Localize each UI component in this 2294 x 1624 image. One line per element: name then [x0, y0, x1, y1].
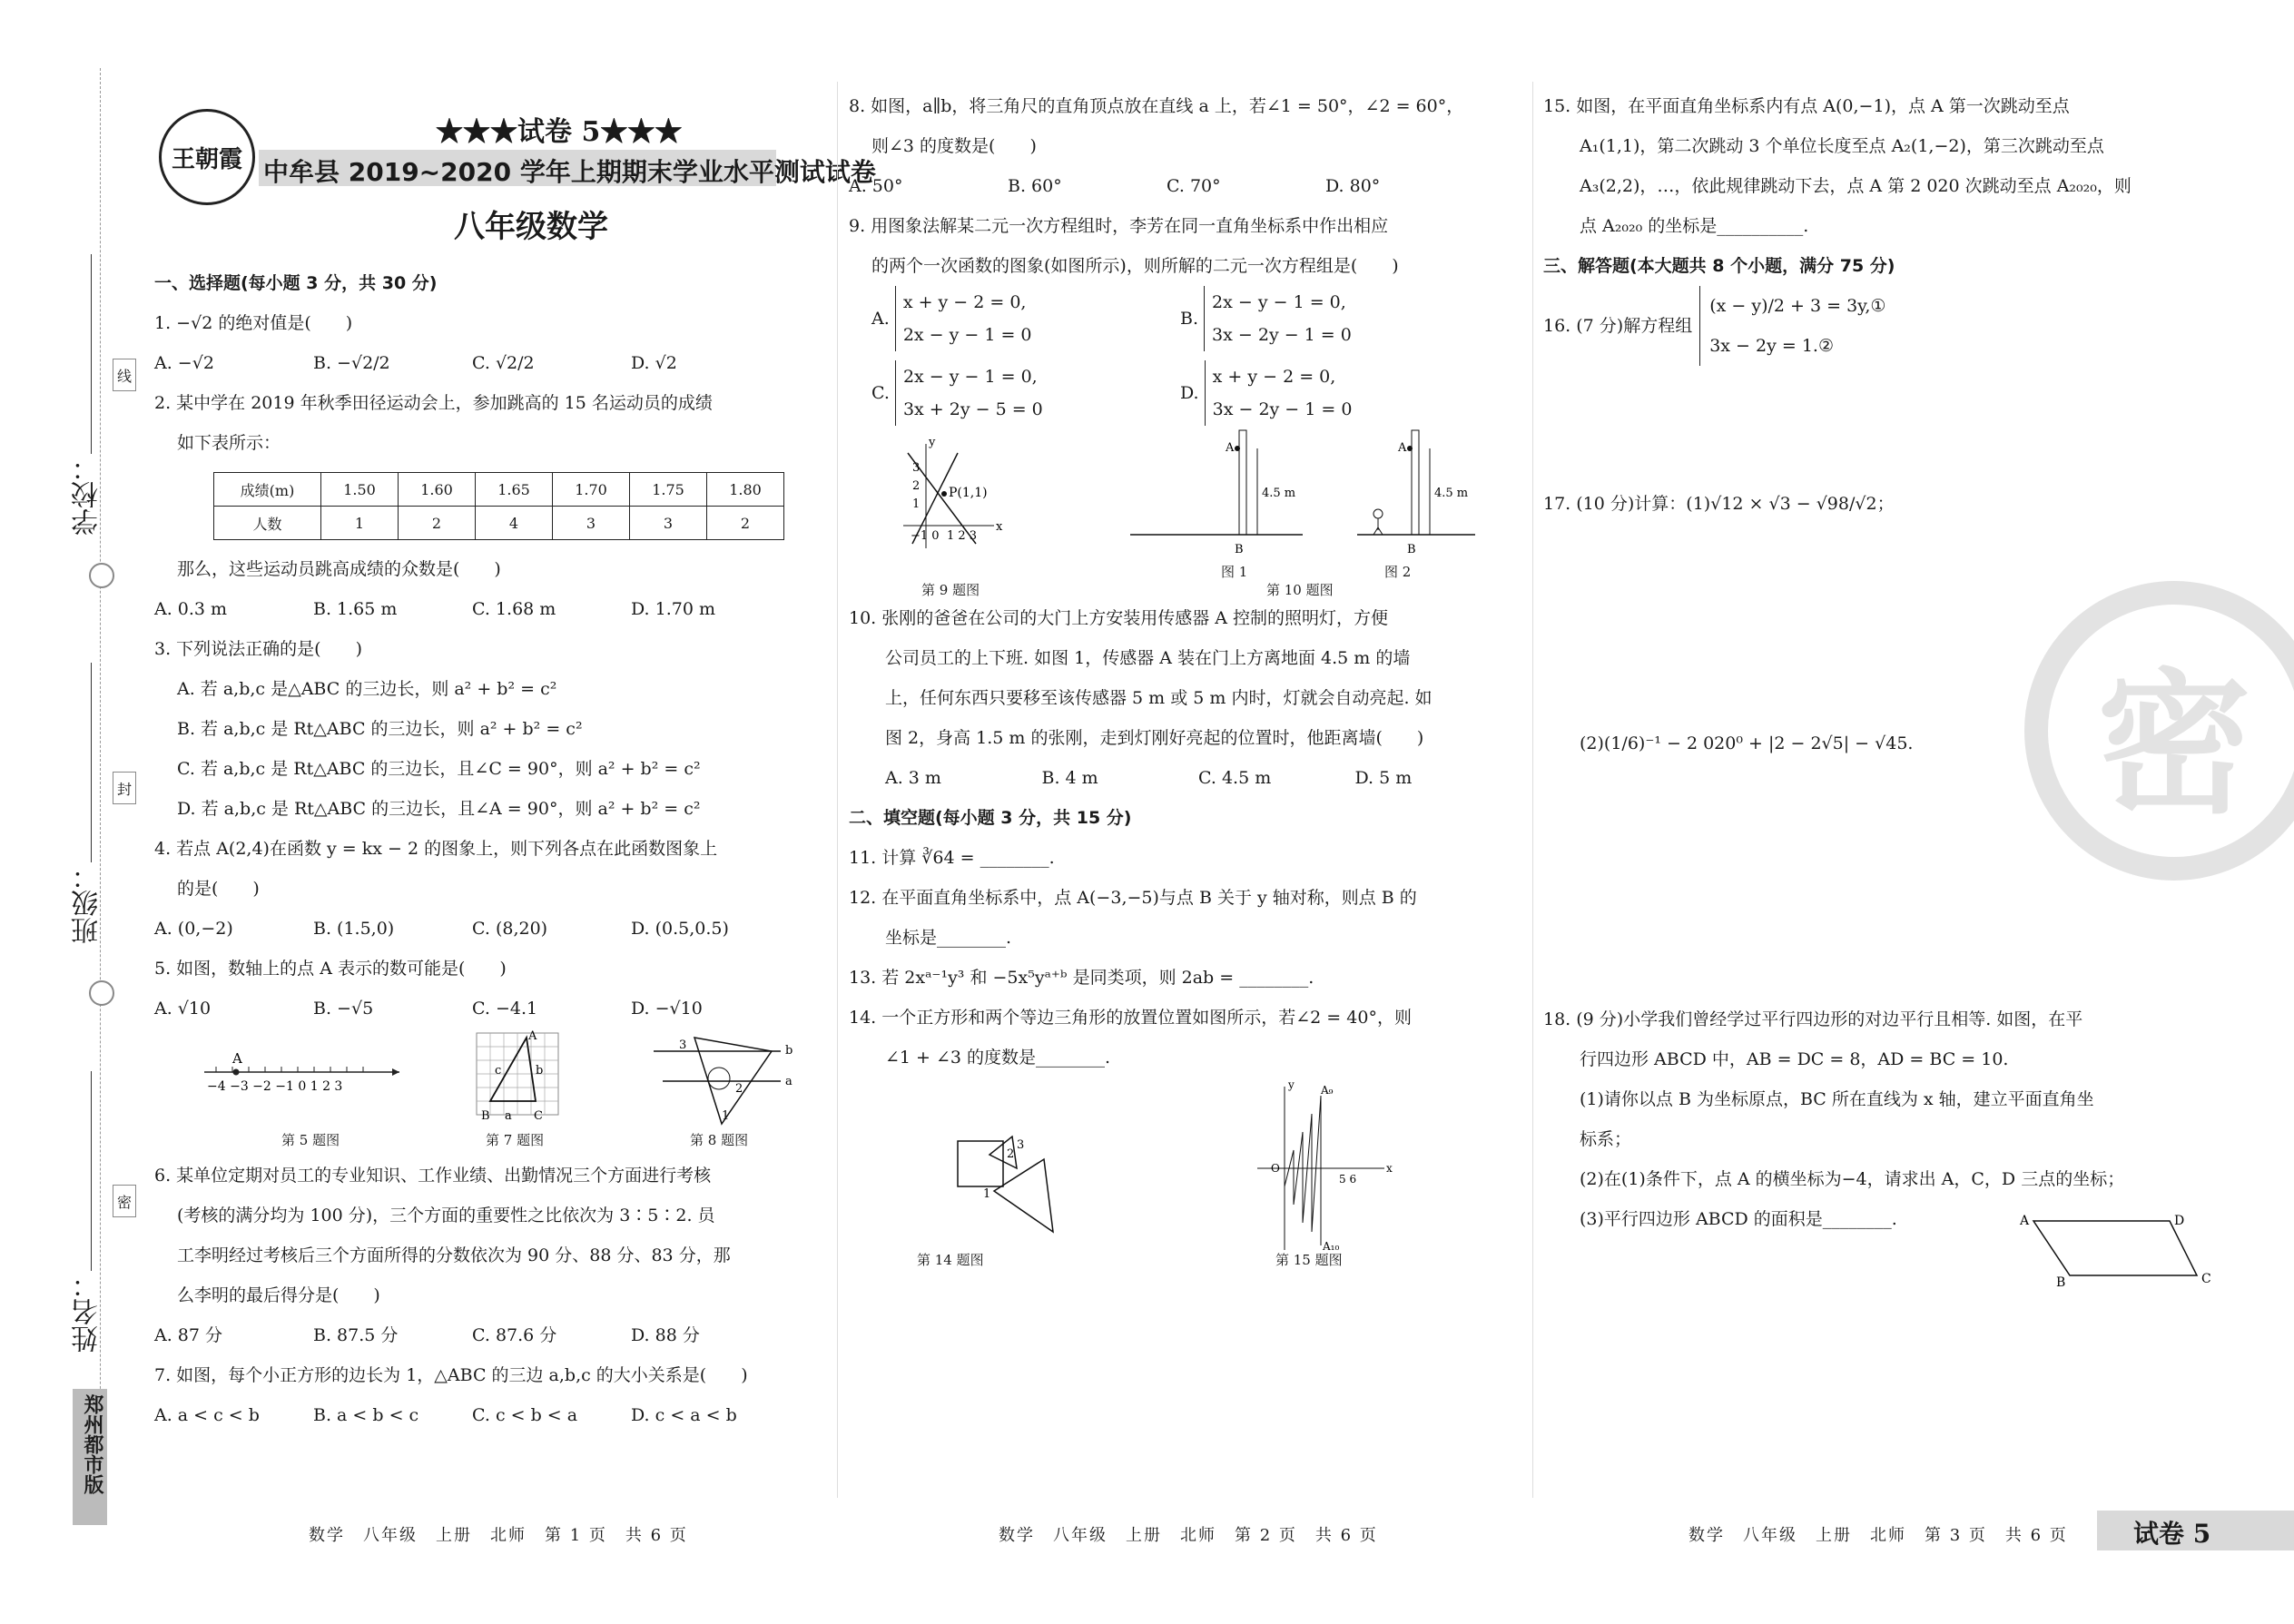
table-cell: 1.65 — [476, 473, 553, 507]
equation: 2x − y − 1 = 0, — [902, 367, 1038, 387]
class-label: 班级： — [72, 862, 103, 944]
svg-text:A₉: A₉ — [1321, 1084, 1334, 1097]
option[interactable]: C. 4.5 m — [1198, 768, 1272, 788]
equation: 2x − y − 1 = 0 — [902, 325, 1032, 345]
school-label: 学校： — [72, 454, 103, 536]
question-12: 12. 在平面直角坐标系中，点 A(−3,−5)与点 B 关于 y 轴对称，则点 B 的 — [849, 888, 1417, 908]
svg-text:B: B — [2056, 1275, 2066, 1290]
equation: 3x − 2y − 1 = 0 — [1212, 399, 1353, 419]
equation: 3x + 2y − 5 = 0 — [902, 399, 1043, 419]
option[interactable]: B. 2x − y − 1 = 0, 3x − 2y − 1 = 0 — [1180, 286, 1489, 351]
question-10: 10. 张刚的爸爸在公司的大门上方安装用传感器 A 控制的照明灯，方便 — [849, 608, 1389, 628]
option[interactable]: A. 87 分 — [154, 1325, 223, 1345]
figures-14-15 — [849, 1078, 1511, 1277]
svg-text:3: 3 — [912, 461, 921, 475]
question-10-cont: 公司员工的上下班. 如图 1，传感器 A 装在门上方离地面 4.5 m 的墙 — [885, 648, 1411, 668]
question-11[interactable]: 11. 计算 ∛64 = ________. — [849, 848, 1055, 868]
question-8: 8. 如图，a∥b，将三角尺的直角顶点放在直线 a 上，若∠1 = 50°，∠2 = 60°， — [849, 96, 1464, 116]
figures-5-7-8 — [154, 1029, 826, 1156]
option[interactable]: A. −√2 — [154, 353, 214, 373]
section-fill: 二、填空题(每小题 3 分，共 15 分) — [849, 808, 1132, 828]
question-18-part3[interactable]: (3)平行四边形 ABCD 的面积是________. — [1580, 1209, 1897, 1229]
caption-8: 第 8 题图 — [690, 1132, 749, 1148]
question-6: 6. 某单位定期对员工的专业知识、工作业绩、出勤情况三个方面进行考核 — [154, 1166, 712, 1186]
answer-space-16[interactable] — [1543, 366, 2215, 484]
svg-text:D: D — [2174, 1214, 2185, 1228]
exam-title: 中牟县 2019~2020 学年上期期末学业水平测试试卷 — [263, 157, 876, 187]
options-5 — [154, 989, 826, 1029]
binding-hole-icon — [89, 563, 114, 588]
svg-text:−1 0: −1 0 — [911, 529, 940, 543]
svg-text:1: 1 — [722, 1109, 730, 1123]
question-14: 14. 一个正方形和两个等边三角形的放置位置如图所示，若∠2 = 40°，则 — [849, 1008, 1412, 1028]
svg-text:a: a — [785, 1075, 793, 1088]
question-9-cont: 的两个一次函数的图象(如图所示)，则所解的二元一次方程组是( ) — [871, 256, 1399, 276]
question-18-cont: 行四边形 ABCD 中，AB = DC = 8，AD = BC = 10. — [1580, 1049, 2009, 1069]
table-cell: 2 — [707, 507, 784, 540]
option[interactable]: C. (8,20) — [472, 919, 548, 939]
option[interactable]: B. a < b < c — [313, 1405, 419, 1425]
page-2 — [849, 86, 1511, 1277]
option[interactable]: D. c < a < b — [631, 1405, 737, 1425]
svg-text:B: B — [1235, 543, 1244, 556]
question-15-cont: A₁(1,1)，第二次跳动 3 个单位长度至点 A₂(1,−2)，第三次跳动至点 — [1580, 136, 2104, 156]
name-label: 姓名： — [72, 1271, 103, 1353]
options-9 — [849, 286, 1511, 426]
question-16 — [1543, 286, 2215, 366]
option[interactable]: A. a < c < b — [154, 1405, 260, 1425]
option[interactable]: B. 4 m — [1041, 768, 1098, 788]
option[interactable]: D. 5 m — [1354, 768, 1413, 788]
subject-title: 八年级数学 — [454, 209, 608, 245]
option[interactable]: A. 3 m — [885, 768, 941, 788]
binding-margin — [0, 0, 145, 1624]
score-table — [213, 472, 784, 540]
question-6-cont: 工李明经过考核后三个方面所得的分数依次为 90 分、88 分、83 分，那 — [177, 1245, 731, 1265]
edition-label: 郑州都市版 — [81, 1394, 103, 1494]
option[interactable]: D. 若 a,b,c 是 Rt△ABC 的三边长，且∠A = 90°，则 a² + b² = c² — [177, 799, 701, 819]
figure-9-10 — [849, 426, 1511, 571]
caption-15: 第 15 题图 — [1275, 1252, 1343, 1268]
school-field[interactable] — [91, 254, 92, 454]
svg-text:O: O — [1271, 1162, 1280, 1175]
svg-text:b: b — [536, 1064, 544, 1078]
table-cell: 人数 — [214, 507, 321, 540]
table-cell: 1 — [321, 507, 399, 540]
options-6 — [154, 1315, 826, 1355]
table-cell: 1.50 — [321, 473, 399, 507]
tag-secret: 密 — [113, 1185, 136, 1217]
svg-text:b: b — [785, 1044, 793, 1058]
svg-text:x: x — [1386, 1162, 1393, 1175]
option[interactable]: A. √10 — [154, 999, 212, 1019]
svg-text:B: B — [1407, 543, 1416, 556]
caption-10: 第 10 题图 — [1266, 582, 1334, 598]
svg-text:1: 1 — [912, 497, 921, 511]
column-divider — [1532, 82, 1533, 1498]
option[interactable]: A. 50° — [849, 176, 903, 196]
figures-9-10 — [849, 426, 1511, 598]
equation: 3x − 2y − 1 = 0 — [1212, 325, 1352, 345]
option[interactable]: A. 若 a,b,c 是△ABC 的三边长，则 a² + b² = c² — [177, 679, 557, 699]
option[interactable]: B. 60° — [1008, 176, 1062, 196]
svg-text:A₁₀: A₁₀ — [1323, 1240, 1340, 1253]
svg-text:2: 2 — [735, 1082, 743, 1096]
option[interactable]: A. 0.3 m — [154, 599, 228, 619]
svg-text:A: A — [1226, 441, 1235, 455]
table-cell: 成绩(m) — [214, 473, 321, 507]
options-7 — [154, 1395, 826, 1435]
option[interactable]: D. x + y − 2 = 0, 3x − 2y − 1 = 0 — [1180, 360, 1489, 426]
question-18-part1: (1)请你以点 B 为坐标原点，BC 所在直线为 x 轴，建立平面直角坐 — [1580, 1089, 2094, 1109]
table-cell: 1.60 — [399, 473, 476, 507]
table-cell: 2 — [399, 507, 476, 540]
question-16-label: 16. (7 分)解方程组 — [1543, 316, 1693, 336]
question-2: 2. 某中学在 2019 年秋季田径运动会上，参加跳高的 15 名运动员的成绩 — [154, 393, 713, 413]
svg-text:3: 3 — [1017, 1138, 1025, 1152]
option[interactable]: D. (0.5,0.5) — [631, 919, 729, 939]
caption-5: 第 5 题图 — [281, 1132, 340, 1148]
question-12-cont[interactable]: 坐标是________. — [885, 928, 1012, 948]
option[interactable]: B. 1.65 m — [313, 599, 398, 619]
question-14-cont[interactable]: ∠1 + ∠3 的度数是________. — [885, 1048, 1111, 1068]
option[interactable]: A. x + y − 2 = 0, 2x − y − 1 = 0 — [871, 286, 1180, 351]
brand-logo — [159, 109, 255, 205]
figure-14-15 — [849, 1078, 1511, 1259]
name-field[interactable] — [91, 1071, 92, 1271]
svg-text:A: A — [2020, 1214, 2030, 1228]
option[interactable]: B. 87.5 分 — [313, 1325, 399, 1345]
question-15-cont: A₃(2,2)，…，依此规律跳动下去，点 A 第 2 020 次跳动至点 A₂₀₂₀，则 — [1580, 176, 2132, 196]
footer-page-3: 数学 八年级 上册 北师 第 3 页 共 6 页 — [1689, 1526, 2068, 1545]
option[interactable]: C. −4.1 — [472, 999, 538, 1019]
option[interactable]: D. 1.70 m — [631, 599, 715, 619]
option[interactable]: D. 88 分 — [631, 1325, 700, 1345]
options-8 — [849, 166, 1511, 206]
table-cell: 1.80 — [707, 473, 784, 507]
table-cell: 3 — [553, 507, 630, 540]
question-18: 18. (9 分)小学我们曾经学过平行四边形的对边平行且相等. 如图，在平 — [1543, 1009, 2083, 1029]
option[interactable]: C. √2/2 — [472, 353, 535, 373]
options-2 — [154, 589, 826, 629]
caption-9: 第 9 题图 — [921, 582, 980, 598]
equation: x + y − 2 = 0, — [902, 292, 1027, 312]
svg-text:B: B — [481, 1109, 490, 1123]
svg-text:2: 2 — [1007, 1147, 1015, 1161]
caption-14: 第 14 题图 — [917, 1252, 984, 1268]
equation-system — [1699, 286, 1885, 366]
question-3: 3. 下列说法正确的是( ) — [154, 639, 362, 659]
paper-number: ★★★试卷 5★★★ — [436, 116, 683, 148]
tag-seal: 封 — [113, 772, 136, 804]
svg-text:C: C — [2201, 1272, 2211, 1286]
footer-page-1: 数学 八年级 上册 北师 第 1 页 共 6 页 — [309, 1526, 688, 1545]
question-15: 15. 如图，在平面直角坐标系内有点 A(0,−1)，点 A 第一次跳动至点 — [1543, 96, 2070, 116]
table-cell: 1.70 — [553, 473, 630, 507]
option[interactable]: B. −√2/2 — [313, 353, 390, 373]
question-2-cont: 如下表所示： — [177, 433, 281, 453]
option[interactable]: C. c < b < a — [472, 1405, 578, 1425]
svg-text:x: x — [996, 520, 1003, 534]
question-8-cont: 则∠3 的度数是( ) — [871, 136, 1037, 156]
option[interactable]: B. −√5 — [313, 999, 374, 1019]
option[interactable]: D. −√10 — [631, 999, 703, 1019]
svg-text:A: A — [232, 1050, 242, 1067]
svg-text:A: A — [1398, 441, 1407, 455]
option[interactable]: B. 若 a,b,c 是 Rt△ABC 的三边长，则 a² + b² = c² — [177, 719, 583, 739]
option[interactable]: C. 若 a,b,c 是 Rt△ABC 的三边长，且∠C = 90°，则 a² + b² = c² — [177, 759, 701, 779]
question-10-cont: 上，任何东西只要移至该传感器 5 m 或 5 m 内时，灯就会自动亮起. 如 — [885, 688, 1433, 708]
question-4: 4. 若点 A(2,4)在函数 y = kx − 2 的图象上，则下列各点在此函数图象上 — [154, 839, 718, 859]
svg-text:1: 1 — [983, 1187, 991, 1201]
options-10 — [849, 758, 1511, 798]
page-1 — [154, 263, 826, 1435]
question-6-cont: (考核的满分均为 100 分)，三个方面的重要性之比依次为 3∶5∶2. 员 — [177, 1206, 715, 1225]
svg-text:A: A — [528, 1029, 537, 1043]
question-2-ask: 那么，这些运动员跳高成绩的众数是( ) — [177, 559, 501, 579]
section-choice: 一、选择题(每小题 3 分，共 30 分) — [154, 273, 438, 293]
table-cell: 1.75 — [630, 473, 707, 507]
question-6-cont: 么李明的最后得分是( ) — [177, 1285, 380, 1305]
question-18-part2: (2)在(1)条件下，点 A 的横坐标为−4，请求出 A，C，D 三点的坐标； — [1580, 1169, 2125, 1189]
option[interactable]: C. 2x − y − 1 = 0, 3x + 2y − 5 = 0 — [871, 360, 1180, 426]
equation: 3x − 2y = 1.② — [1709, 336, 1835, 356]
stamp-text: 密 — [2096, 653, 2251, 835]
question-4-cont: 的是( ) — [177, 879, 260, 899]
column-divider — [837, 82, 838, 1498]
figure-2-label: 图 2 — [1384, 564, 1412, 580]
svg-text:4.5 m: 4.5 m — [1262, 487, 1296, 500]
question-9: 9. 用图象法解某二元一次方程组时，李芳在同一直角坐标系中作出相应 — [849, 216, 1389, 236]
figure-number-line — [154, 1029, 826, 1128]
svg-text:2: 2 — [912, 479, 921, 493]
question-15-cont[interactable]: 点 A₂₀₂₀ 的坐标是__________. — [1580, 216, 1809, 236]
svg-text:a: a — [505, 1109, 512, 1123]
option[interactable]: B. (1.5,0) — [313, 919, 395, 939]
options-4 — [154, 909, 826, 949]
option[interactable]: C. 87.6 分 — [472, 1325, 557, 1345]
option[interactable]: A. (0,−2) — [154, 919, 233, 939]
option[interactable]: D. 80° — [1325, 176, 1381, 196]
svg-text:5 6: 5 6 — [1339, 1173, 1357, 1186]
figure-1-label: 图 1 — [1221, 564, 1248, 580]
question-18-part1-cont: 标系； — [1580, 1129, 1632, 1149]
equation: (x − y)/2 + 3 = 3y,① — [1709, 296, 1886, 316]
logo-text: 王朝霞 — [171, 145, 242, 173]
tag-line: 线 — [113, 359, 136, 391]
question-7: 7. 如图，每个小正方形的边长为 1，△ABC 的三边 a,b,c 的大小关系是( ) — [154, 1365, 748, 1385]
table-cell: 4 — [476, 507, 553, 540]
table-cell: 3 — [630, 507, 707, 540]
svg-text:c: c — [495, 1064, 502, 1078]
options-1 — [154, 343, 826, 383]
svg-text:4.5 m: 4.5 m — [1434, 487, 1469, 500]
option[interactable]: D. √2 — [631, 353, 677, 373]
option[interactable]: C. 1.68 m — [472, 599, 556, 619]
question-17: 17. (10 分)计算：(1)√12 × √3 − √98/√2； — [1543, 494, 1895, 514]
svg-text:C: C — [534, 1109, 543, 1123]
section-solve: 三、解答题(本大题共 8 个小题，满分 75 分) — [1543, 256, 1895, 276]
caption-7: 第 7 题图 — [486, 1132, 545, 1148]
svg-text:y: y — [1288, 1078, 1295, 1091]
question-13[interactable]: 13. 若 2xᵃ⁻¹y³ 和 −5x⁵yᵃ⁺ᵇ 是同类项，则 2ab = ________. — [849, 968, 1314, 988]
question-17-part2: (2)(1/6)⁻¹ − 2 020⁰ + |2 − 2√5| − √45. — [1580, 733, 1914, 753]
svg-text:P(1,1): P(1,1) — [949, 486, 988, 500]
svg-text:1 2 3: 1 2 3 — [947, 529, 978, 543]
question-5: 5. 如图，数轴上的点 A 表示的数可能是( ) — [154, 959, 507, 979]
equation: 2x − y − 1 = 0, — [1212, 292, 1346, 312]
binding-hole-icon — [89, 980, 114, 1006]
question-1: 1. −√2 的绝对值是( ) — [154, 313, 353, 333]
figure-parallelogram — [1543, 1212, 2215, 1294]
svg-text:3: 3 — [679, 1038, 687, 1052]
footer-page-2: 数学 八年级 上册 北师 第 2 页 共 6 页 — [999, 1526, 1378, 1545]
svg-text:−4 −3 −2 −1 0 1 2 3: −4 −3 −2 −1 0 1 2 3 — [207, 1079, 343, 1094]
option[interactable]: C. 70° — [1167, 176, 1221, 196]
question-10-cont: 图 2，身高 1.5 m 的张刚，走到灯刚好亮起的位置时，他距离墙( ) — [885, 728, 1424, 748]
edition-box — [73, 1389, 107, 1525]
svg-text:y: y — [929, 436, 936, 449]
paper-badge: 试卷 5 — [2133, 1519, 2211, 1549]
class-field[interactable] — [91, 663, 92, 862]
equation: x + y − 2 = 0, — [1212, 367, 1336, 387]
